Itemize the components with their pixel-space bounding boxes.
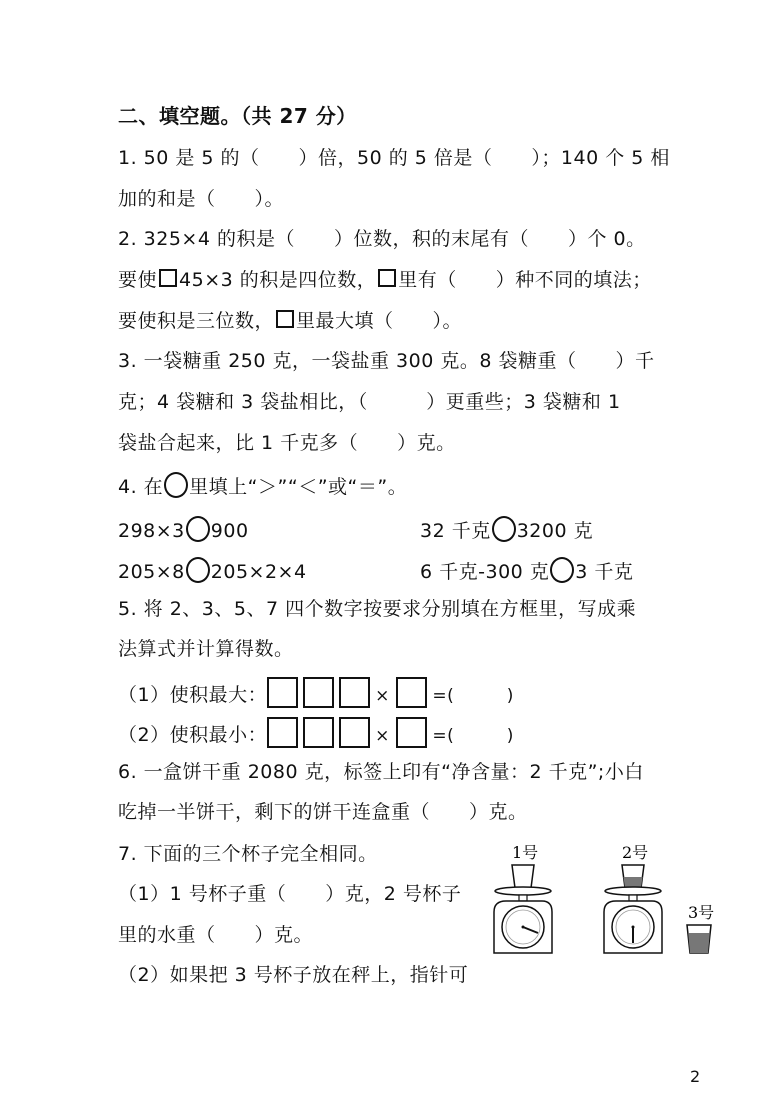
q2-line3-post: 里最大填（ ）。	[296, 310, 463, 332]
page-number: 2	[690, 1067, 701, 1086]
q6-line2: 吃掉一半饼干，剩下的饼干连盒重（ ）克。	[118, 801, 528, 823]
digit-box	[396, 717, 427, 748]
equals-paren: =( )	[432, 686, 514, 706]
q4-line1	[118, 472, 407, 499]
digit-box	[267, 717, 298, 748]
q4-item-right: 3200 克	[516, 520, 594, 542]
q1-line1: 1. 50 是 5 的（ ）倍，50 的 5 倍是（ ）；140 个 5 相	[118, 147, 670, 169]
q4-item-3	[118, 557, 307, 584]
q4-item-right: 205×2×4	[210, 561, 307, 583]
q4-item-4	[420, 557, 633, 584]
q4-item-2	[420, 516, 593, 543]
scales-illustration	[486, 840, 726, 960]
q5-sub1-label: （1）使积最大：	[118, 684, 268, 706]
digit-box	[303, 677, 334, 708]
q2-line2-post: 里有（ ）种不同的填法；	[398, 269, 652, 291]
water-icon	[688, 933, 710, 953]
q7-line1: 7. 下面的三个杯子完全相同。	[118, 843, 378, 865]
cup-label-2: 2号	[622, 843, 649, 862]
q4-item-right: 900	[210, 520, 249, 542]
q3-line2: 克；4 袋糖和 3 袋盐相比，（ ）更重些；3 袋糖和 1	[118, 391, 621, 413]
q1-line2: 加的和是（ ）。	[118, 188, 285, 210]
compare-circle	[164, 472, 188, 498]
digit-box	[339, 677, 370, 708]
q5-line2: 法算式并计算得数。	[118, 638, 294, 660]
q4-item-1	[118, 516, 249, 543]
compare-circle	[186, 516, 210, 542]
scale-1	[494, 843, 552, 953]
digit-box	[396, 677, 427, 708]
q2-line2-mid: 45×3 的积是四位数，	[179, 269, 377, 291]
q5-sub2	[118, 717, 514, 748]
q5-line1: 5. 将 2、3、5、7 四个数字按要求分别填在方框里，写成乘	[118, 598, 637, 620]
blank-square	[159, 269, 177, 287]
q2-line3-pre: 要使积是三位数，	[118, 310, 275, 332]
q3-line3: 袋盐合起来，比 1 千克多（ ）克。	[118, 432, 456, 454]
times-sign: ×	[375, 686, 390, 706]
digit-box	[303, 717, 334, 748]
compare-circle	[492, 516, 516, 542]
q6-line1: 6. 一盒饼干重 2080 克，标签上印有“净含量：2 千克”;小白	[118, 761, 644, 783]
q4-item-left: 205×8	[118, 561, 185, 583]
times-sign: ×	[375, 726, 390, 746]
blank-square	[276, 310, 294, 328]
q4-item-left: 32 千克	[420, 520, 491, 542]
q2-line1: 2. 325×4 的积是（ ）位数，积的末尾有（ ）个 0。	[118, 228, 646, 250]
q4-item-right: 3 千克	[575, 561, 634, 583]
q5-sub1	[118, 677, 514, 708]
scale-2	[604, 843, 662, 953]
q7-line3: 里的水重（ ）克。	[118, 924, 314, 946]
cup-3	[687, 903, 714, 953]
digit-box	[339, 717, 370, 748]
q2-line3	[118, 309, 462, 333]
scale-plate-icon	[605, 887, 661, 895]
cup-1-icon	[512, 865, 534, 888]
blank-square	[378, 269, 396, 287]
q7-line4: （2）如果把 3 号杯子放在秤上，指针可	[118, 964, 469, 986]
digit-box	[267, 677, 298, 708]
q3-line1: 3. 一袋糖重 250 克，一袋盐重 300 克。8 袋糖重（ ）千	[118, 350, 655, 372]
compare-circle	[550, 557, 574, 583]
q4-line1-post: 里填上“＞”“＜”或“＝”。	[189, 476, 408, 498]
scale-plate-icon	[495, 887, 551, 895]
cup-label-1: 1号	[512, 843, 539, 862]
q7-line2: （1）1 号杯子重（ ）克，2 号杯子	[118, 883, 462, 905]
equals-paren: =( )	[432, 726, 514, 746]
q4-line1-pre: 4. 在	[118, 476, 164, 498]
section-title: 二、填空题。（共 27 分）	[118, 104, 357, 128]
q2-line2	[118, 268, 652, 292]
compare-circle	[186, 557, 210, 583]
cup-label-3: 3号	[688, 903, 715, 922]
q2-line2-pre: 要使	[118, 269, 158, 291]
q4-item-left: 6 千克-300 克	[420, 561, 550, 583]
q5-sub2-label: （2）使积最小：	[118, 724, 268, 746]
q4-item-left: 298×3	[118, 520, 185, 542]
